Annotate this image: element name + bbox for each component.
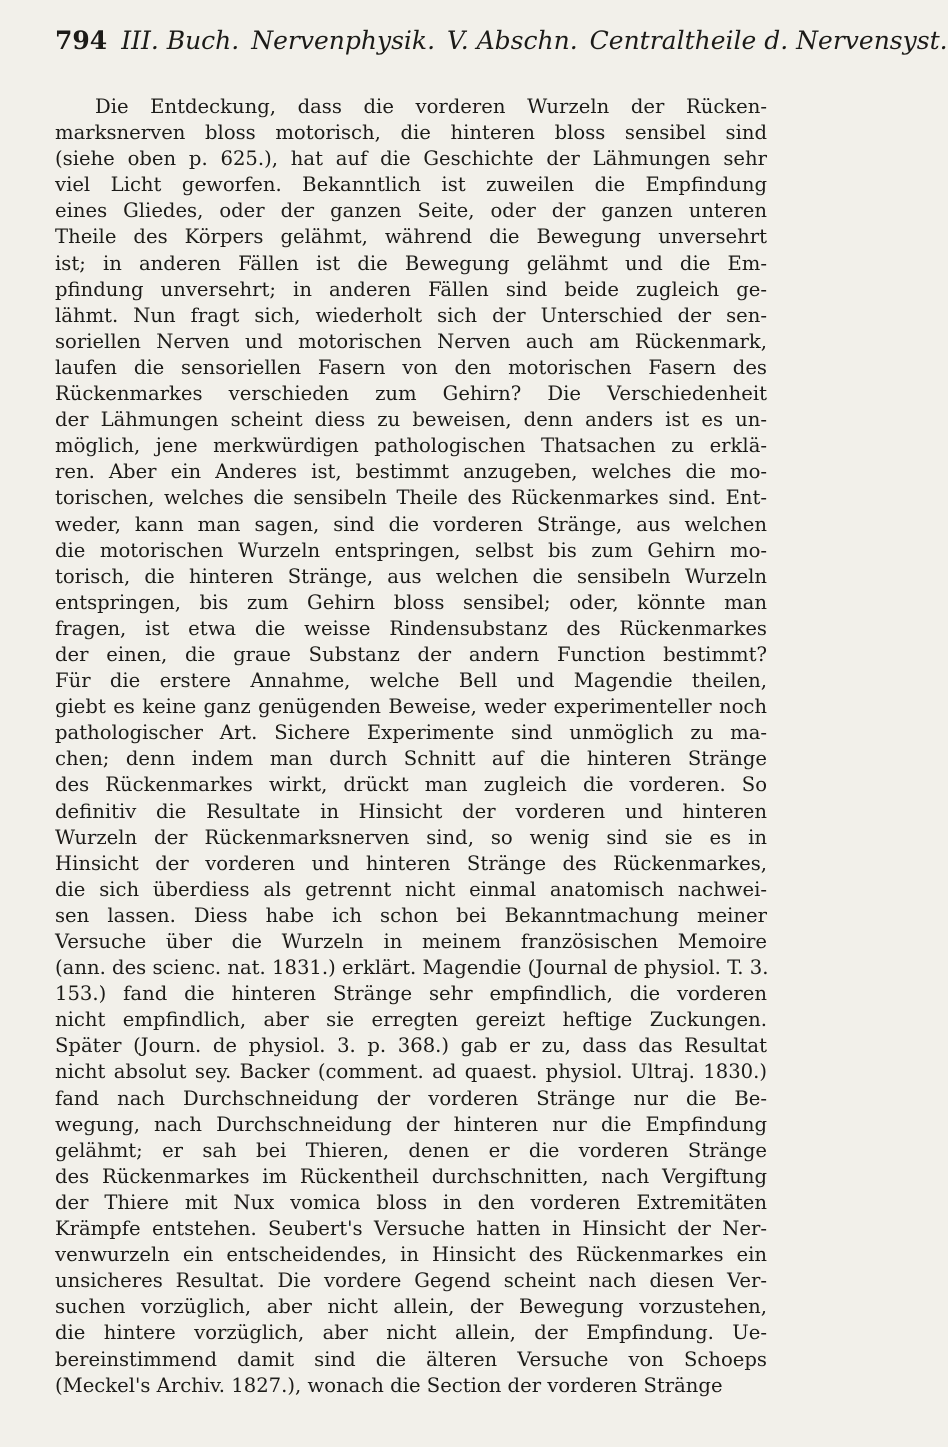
text-line: unsicheres Resultat. Die vordere Gegend scheint nach diesen Ver- — [55, 1269, 767, 1293]
text-line: venwurzeln ein entscheidendes, in Hinsicht des Rückenmarkes ein — [55, 1243, 767, 1267]
text-line: des Rückenmarkes im Rückentheil durchschnitten, nach Vergiftung — [55, 1164, 767, 1188]
text-line: wegung, nach Durchschneidung der hinteren nur die Empfindung — [55, 1112, 767, 1136]
text-line: Hinsicht der vorderen und hinteren Stränge des Rückenmarkes, — [55, 851, 767, 875]
text-line: (Meckel's Archiv. 1827.), wonach die Section der vorderen Stränge — [55, 1373, 723, 1397]
text-line: ist; in anderen Fällen ist die Bewegung gelähmt und die Em- — [55, 251, 767, 275]
chapter-label: V. Abschn. — [447, 26, 578, 55]
text-line: Später (Journ. de physiol. 3. p. 368.) gab er zu, dass das Resultat — [55, 1034, 767, 1058]
text-line: bereinstimmend damit sind die älteren Versuche von Schoeps — [55, 1347, 767, 1371]
text-line: die motorischen Wurzeln entspringen, selbst bis zum Gehirn mo- — [55, 538, 767, 562]
text-line: der Thiere mit Nux vomica bloss in den vorderen Extremitäten — [55, 1190, 767, 1214]
text-line: der Lähmungen scheint diess zu beweisen, denn anders ist es un- — [55, 408, 767, 432]
text-line: der einen, die graue Substanz der andern Function bestimmt? — [55, 642, 767, 666]
text-line: chen; denn indem man durch Schnitt auf die hinteren Stränge — [55, 747, 767, 771]
text-line: Krämpfe entstehen. Seubert's Versuche hatten in Hinsicht der Ner- — [55, 1217, 767, 1241]
text-line: Versuche über die Wurzeln in meinem französischen Memoire — [55, 930, 767, 953]
book-label: III. Buch. — [121, 26, 240, 55]
text-line: ren. Aber ein Anderes ist, bestimmt anzugeben, welches die mo- — [55, 460, 767, 484]
text-line: torischen, welches die sensibeln Theile des Rückenmarkes sind. Ent- — [55, 486, 767, 510]
text-line: pfindung unversehrt; in anderen Fällen sind beide zugleich ge- — [55, 277, 767, 301]
section-label: Nervenphysik. — [251, 26, 436, 55]
text-line: gelähmt; er sah bei Thieren, denen er die vorderen Stränge — [55, 1138, 767, 1162]
text-line: lähmt. Nun fragt sich, wiederholt sich der Unterschied der sen- — [55, 303, 767, 327]
body-paragraph — [55, 94, 767, 1399]
text-line: die sich überdiess als getrennt nicht einmal anatomisch nachwei- — [55, 877, 767, 901]
text-line: soriellen Nerven und motorischen Nerven auch am Rückenmark, — [55, 329, 767, 353]
page — [55, 26, 948, 1399]
text-line: Theile des Körpers gelähmt, während die Bewegung unversehrt — [55, 225, 767, 249]
text-line: entspringen, bis zum Gehirn bloss sensibel; oder, könnte man — [55, 590, 767, 614]
text-line: Für die erstere Annahme, welche Bell und Magendie theilen, — [55, 669, 767, 693]
topic-label: Centraltheile d. Nervensyst. — [589, 26, 948, 55]
text-line: Wurzeln der Rückenmarksnerven sind, so wenig sind sie es in — [55, 825, 767, 849]
text-line: möglich, jene merkwürdigen pathologischen Thatsachen zu erklä- — [55, 434, 767, 458]
text-line: Rückenmarkes verschieden zum Gehirn? Die Verschiedenheit — [55, 382, 767, 406]
text-line: fragen, ist etwa die weisse Rindensubstanz des Rückenmarkes — [55, 616, 767, 640]
text-line: nicht absolut sey. Backer (comment. ad quaest. physiol. Ultraj. 1830.) — [55, 1060, 767, 1084]
text-line: laufen die sensoriellen Fasern von den motorischen Fasern des — [55, 355, 767, 379]
text-line: marksnerven bloss motorisch, die hinteren bloss sensibel sind — [55, 121, 767, 145]
text-line: torisch, die hinteren Stränge, aus welchen die sensibeln Wurzeln — [55, 564, 767, 588]
text-line: suchen vorzüglich, aber nicht allein, der Bewegung vorzustehen, — [55, 1295, 767, 1319]
text-line: Die Entdeckung, dass die vorderen Wurzeln der Rücken- — [95, 95, 767, 118]
text-line: weder, kann man sagen, sind die vorderen Stränge, aus welchen — [55, 512, 767, 536]
text-line: giebt es keine ganz genügenden Beweise, weder experimenteller noch — [55, 695, 767, 719]
text-line: viel Licht geworfen. Bekanntlich ist zuweilen die Empfindung — [55, 173, 767, 197]
text-line: 153.) fand die hinteren Stränge sehr empfindlich, die vorderen — [55, 982, 767, 1006]
text-line: sen lassen. Diess habe ich schon bei Bekanntmachung meiner — [55, 903, 767, 927]
text-line: definitiv die Resultate in Hinsicht der vorderen und hinteren — [55, 799, 767, 823]
text-line: (siehe oben p. 625.), hat auf die Geschichte der Lähmungen sehr — [55, 147, 767, 171]
text-line: eines Gliedes, oder der ganzen Seite, oder der ganzen unteren — [55, 199, 767, 223]
text-line: fand nach Durchschneidung der vorderen Stränge nur die Be- — [55, 1086, 767, 1110]
text-line: (ann. des scienc. nat. 1831.) erklärt. Magendie (Journal de physiol. T. 3. — [55, 956, 769, 980]
running-head — [55, 26, 948, 68]
page-number: 794 — [55, 26, 108, 55]
text-line: des Rückenmarkes wirkt, drückt man zugleich die vorderen. So — [55, 773, 767, 797]
text-line: pathologischer Art. Sichere Experimente sind unmöglich zu ma- — [55, 721, 767, 745]
text-line: nicht empfindlich, aber sie erregten gereizt heftige Zuckungen. — [55, 1008, 767, 1032]
text-line: die hintere vorzüglich, aber nicht allein, der Empfindung. Ue- — [55, 1321, 767, 1345]
